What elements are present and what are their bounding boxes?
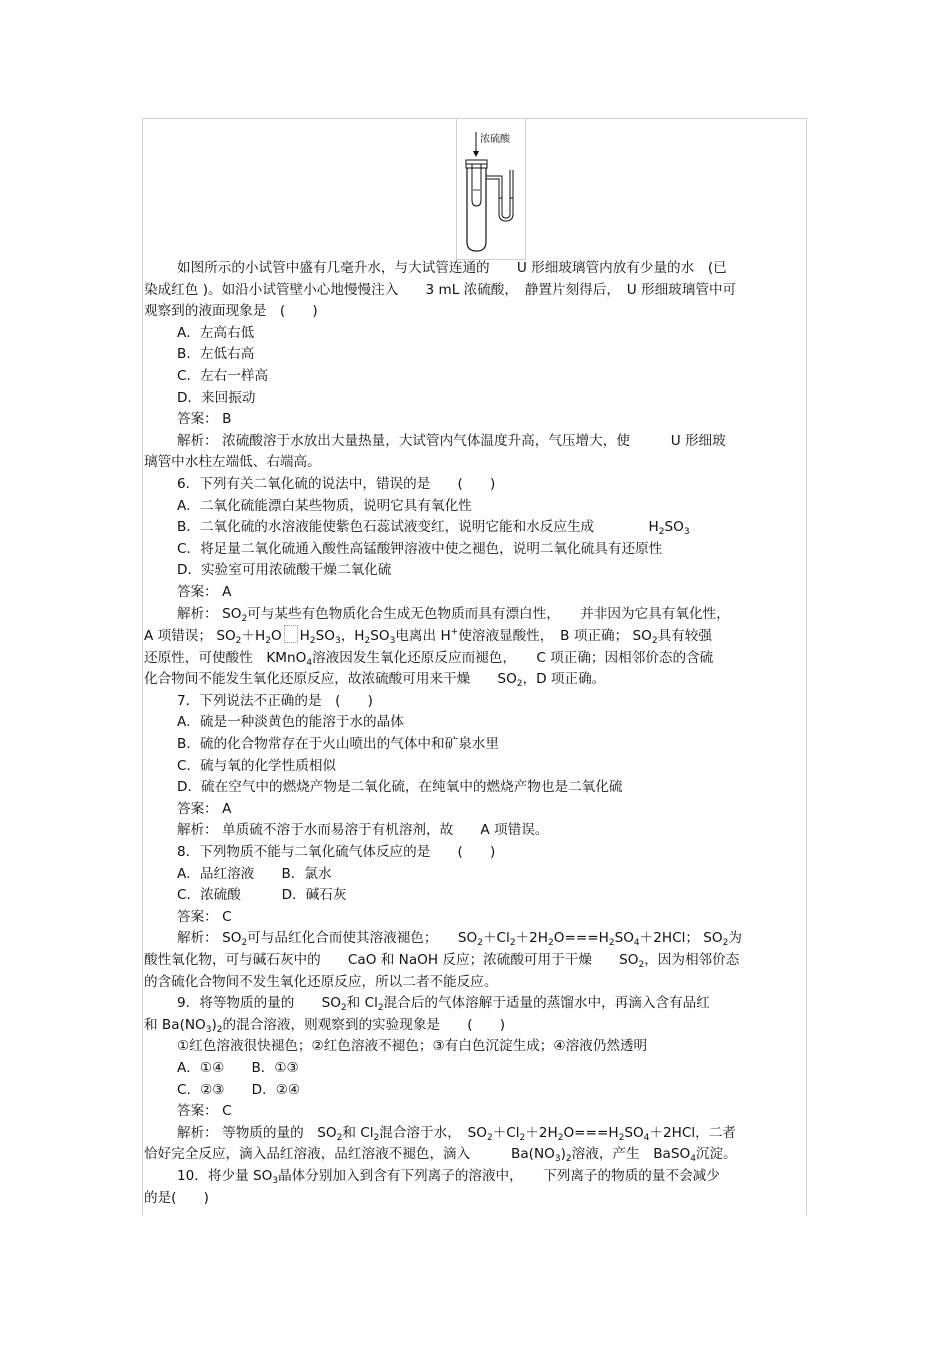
document-body [144, 258, 806, 1209]
q9-stem-line2: 和 $Ba(NO_3)_2$的混合溶液，则观察到的实验现象是 ( ) [144, 1016, 506, 1035]
q6-option-d: D．实验室可用浓硫酸干燥二氧化硫 [177, 562, 392, 579]
q5-stem-line2: 染成红色 )。如沿小试管壁小心地慢慢注入 3 mL 浓硫酸， 静置片刻得后， U 形细玻璃管中可 [144, 281, 737, 298]
q6-stem: 6．下列有关二氧化硫的说法中，错误的是 ( ) [177, 475, 496, 492]
q6-analysis-line3: 还原性，可使酸性 KMnO$_4$溶液因发生氧化还原反应而褪色， C 项正确；因相邻价态的含硫 [144, 649, 714, 668]
q8-stem: 8．下列物质不能与二氧化硫气体反应的是 ( ) [177, 844, 496, 861]
q5-option-d: D．来回振动 [177, 389, 256, 406]
q10-stem-line1: 10．将少量 $SO_3$晶体分别加入到含有下列离子的溶液中， 下列离子的物质的量不会减少 [177, 1167, 720, 1186]
q8-answer: 答案： C [177, 908, 232, 925]
q9-answer: 答案： C [177, 1103, 232, 1120]
figure-label: 浓硫酸 [480, 134, 510, 145]
q8-options-row2: C．浓硫酸 D．碱石灰 [177, 887, 347, 904]
q8-options-row1: A．品红溶液 B．氯水 [177, 865, 332, 882]
q6-analysis-line2: A 项错误； $SO_2+H_2O$ $H_2SO_3$，$H_2SO_3$电离出 H+使溶液显酸性， B 项正确； $SO_2$具有较强 [144, 627, 712, 647]
frame-left-border [142, 118, 143, 1215]
q9-analysis-line1: 解析： 等物质的量的 $SO_2$和 $Cl_2$混合溶于水， $SO_2+Cl_2+2H_2O===H_2SO_4+2HCl$，二者 [177, 1124, 736, 1143]
q8-analysis-line1: 解析： $SO_2$可与品红化合而使其溶液褪色； $SO_2+Cl_2+2H_2O===H_2SO_4+2HCl$； $SO_2$为 [177, 930, 742, 949]
q7-option-d: D．硫在空气中的燃烧产物是二氧化硫，在纯氧中的燃烧产物也是二氧化硫 [177, 779, 623, 796]
q6-answer: 答案： A [177, 583, 232, 600]
q7-option-c: C．硫与氧的化学性质相似 [177, 757, 337, 774]
q6-option-b: B．二氧化硫的水溶液能使紫色石蕊试液变红，说明它能和水反应生成 $H_2SO_3$ [177, 519, 690, 538]
q7-answer: 答案： A [177, 800, 232, 817]
q7-analysis: 解析： 单质硫不溶于水而易溶于有机溶剂，故 A 项错误。 [177, 822, 549, 839]
q5-option-b: B．左低右高 [177, 346, 255, 363]
q5-answer: 答案： B [177, 411, 232, 428]
q8-analysis-line2: 酸性氧化物，可与碱石灰中的 CaO 和 NaOH 反应；浓硫酸可用于干燥 $SO_2$，因为相邻价态 [144, 952, 740, 970]
q5-option-a: A．左高右低 [177, 324, 255, 341]
q9-stem-line1: 9．将等物质的量的 $SO_2$和 $Cl_2$混合后的气体溶解于适量的蒸馏水中，再滴入含有品红 [177, 995, 710, 1014]
q6-option-a: A．二氧化硫能漂白某些物质，说明它具有氧化性 [177, 497, 472, 514]
q7-option-b: B．硫的化合物常存在于火山喷出的气体中和矿泉水里 [177, 736, 499, 753]
q5-analysis-line1: 解析： 浓硫酸溶于水放出大量热量，大试管内气体温度升高，气压增大，使 U 形细玻 [177, 432, 726, 449]
frame-right-border [806, 118, 807, 1215]
q5-stem-line3: 观察到的液面现象是 ( ) [144, 303, 318, 320]
q9-items: ①红色溶液很快褪色；②红色溶液不褪色；③有白色沉淀生成；④溶液仍然透明 [177, 1038, 648, 1055]
q7-stem: 7．下列说法不正确的是 ( ) [177, 692, 373, 709]
q5-analysis-line2: 璃管中水柱左端低、右端高。 [144, 454, 321, 471]
q8-analysis-line3: 的含硫化合物间不发生氧化还原反应，所以二者不能反应。 [144, 973, 498, 990]
q5-stem-line1: 如图所示的小试管中盛有几毫升水，与大试管连通的 U 形细玻璃管内放有少量的水 (已 [177, 260, 727, 276]
q6-option-c: C．将足量二氧化硫通入酸性高锰酸钾溶液中使之褪色，说明二氧化硫具有还原性 [177, 540, 663, 557]
q9-analysis-line2: 恰好完全反应，滴入品红溶液，品红溶液不褪色，滴入 $Ba(NO_3)_2$溶液，产生 BaSO$_4$沉淀。 [144, 1146, 737, 1165]
apparatus-figure [456, 118, 526, 260]
q10-stem-line2: 的是( ) [144, 1189, 209, 1206]
q7-option-a: A．硫是一种淡黄色的能溶于水的晶体 [177, 714, 404, 731]
q5-option-c: C．左右一样高 [177, 367, 269, 384]
q9-options-row1: A．①④ B．①③ [177, 1059, 299, 1076]
q6-analysis-line1: 解析： $SO_2$可与某些有色物质化合生成无色物质而具有漂白性， 并非因为它具有氧化性， [177, 605, 730, 624]
q9-options-row2: C．②③ D．②④ [177, 1081, 301, 1098]
q6-analysis-line4: 化合物间不能发生氧化还原反应，故浓硫酸可用来干燥 $SO_2$，D 项正确。 [144, 671, 606, 690]
reversible-arrow-icon [284, 625, 298, 643]
